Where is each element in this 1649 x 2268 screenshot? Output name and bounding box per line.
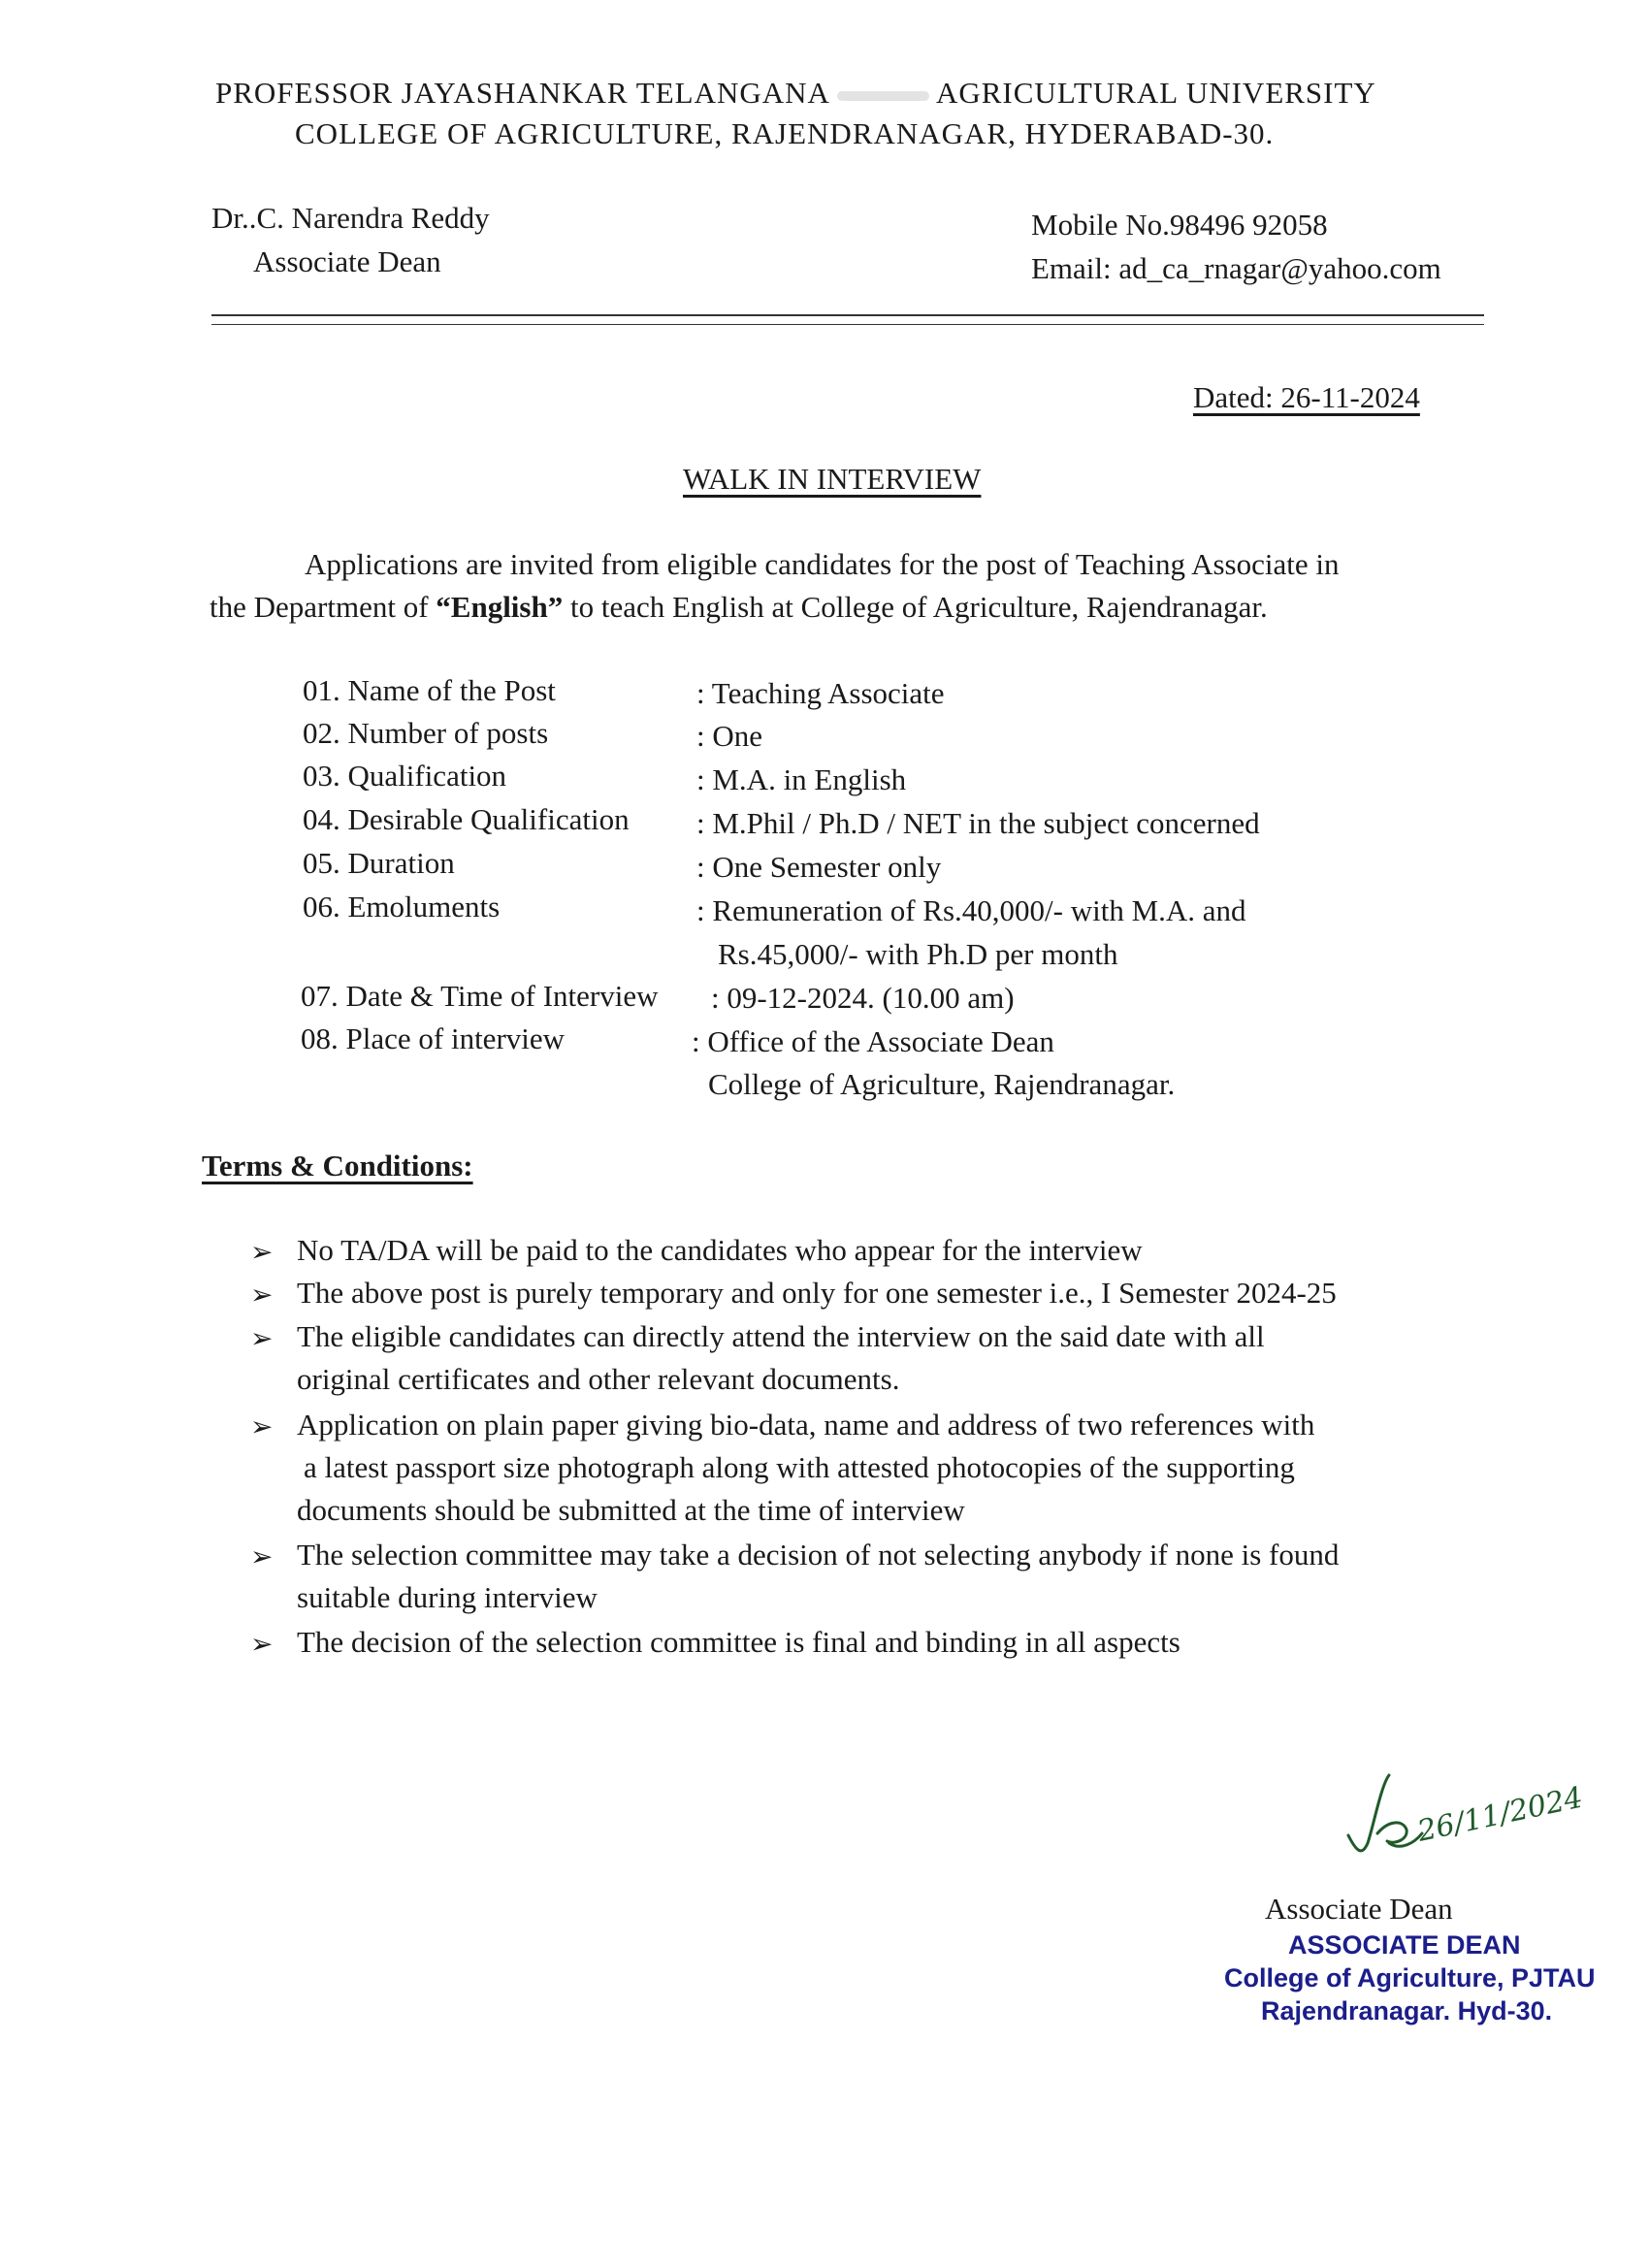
smudge-mark <box>837 91 929 101</box>
detail-value: : One Semester only <box>696 850 942 884</box>
college-name: COLLEGE OF AGRICULTURE, RAJENDRANAGAR, HYDERABAD-30. <box>295 116 1275 150</box>
handwritten-signature <box>1339 1775 1586 1872</box>
header-rule-top <box>211 314 1484 316</box>
term-item-text-continued: suitable during interview <box>297 1580 598 1614</box>
detail-value: : 09-12-2024. (10.00 am) <box>711 981 1015 1015</box>
term-item-text: The selection committee may take a decision of not selecting anybody if none is found <box>297 1538 1340 1571</box>
intro-line-2-post: to teach English at College of Agriculture, Rajendranagar. <box>563 590 1268 624</box>
arrow-bullet-icon: ➢ <box>250 1542 274 1572</box>
detail-label: 08. Place of interview <box>301 1021 566 1055</box>
signature-date: 26/11/2024 <box>1414 1780 1586 1849</box>
detail-value: : Teaching Associate <box>696 676 945 710</box>
detail-value: : Remuneration of Rs.40,000/- with M.A. and <box>696 893 1246 927</box>
detail-label: 07. Date & Time of Interview <box>301 979 659 1013</box>
university-name-part2: AGRICULTURAL UNIVERSITY <box>935 76 1376 110</box>
detail-value-continued: College of Agriculture, Rajendranagar. <box>708 1067 1176 1101</box>
detail-value: : M.A. in English <box>696 762 907 796</box>
term-item-text: The eligible candidates can directly attend the interview on the said date with all <box>297 1319 1265 1353</box>
detail-value: : One <box>696 719 763 753</box>
term-item-text-continued: a latest passport size photograph along with attested photocopies of the supporting <box>304 1450 1295 1484</box>
contact-mobile: Mobile No.98496 92058 <box>1031 208 1328 242</box>
intro-line-2 <box>210 590 1268 625</box>
detail-label: 02. Number of posts <box>303 716 549 750</box>
university-name-part1: PROFESSOR JAYASHANKAR TELANGANA <box>215 76 829 110</box>
header-rule-bottom <box>211 324 1484 325</box>
intro-line-2-pre: the Department of <box>210 590 436 624</box>
intro-line-1: Applications are invited from eligible candidates for the post of Teaching Associate in <box>305 547 1340 581</box>
detail-value-continued: Rs.45,000/- with Ph.D per month <box>718 937 1118 971</box>
detail-label: 05. Duration <box>303 846 455 880</box>
sender-name: Dr..C. Narendra Reddy <box>211 201 490 235</box>
detail-label: 06. Emoluments <box>303 890 501 923</box>
term-item-text-continued: original certificates and other relevant documents. <box>297 1362 900 1396</box>
detail-label: 01. Name of the Post <box>303 673 556 707</box>
sender-designation: Associate Dean <box>253 244 441 278</box>
contact-email: Email: ad_ca_rnagar@yahoo.com <box>1031 251 1441 285</box>
term-item-text: No TA/DA will be paid to the candidates who appear for the interview <box>297 1233 1143 1267</box>
arrow-bullet-icon: ➢ <box>250 1280 274 1311</box>
arrow-bullet-icon: ➢ <box>250 1238 274 1268</box>
term-item-text: Application on plain paper giving bio-data, name and address of two references with <box>297 1408 1315 1442</box>
dated: Dated: 26-11-2024 <box>1193 380 1420 414</box>
detail-value: : M.Phil / Ph.D / NET in the subject concerned <box>696 806 1260 840</box>
term-item-text-continued: documents should be submitted at the time of interview <box>297 1493 965 1527</box>
signatory-designation: Associate Dean <box>1265 1892 1453 1926</box>
term-item-text: The decision of the selection committee is final and binding in all aspects <box>297 1625 1180 1659</box>
term-item-text: The above post is purely temporary and only for one semester i.e., I Semester 2024-25 <box>297 1276 1337 1310</box>
stamp-line-3: Rajendranagar. Hyd-30. <box>1261 1996 1553 2025</box>
arrow-bullet-icon: ➢ <box>250 1324 274 1354</box>
terms-heading: Terms & Conditions: <box>202 1149 473 1183</box>
detail-label: 03. Qualification <box>303 759 507 793</box>
arrow-bullet-icon: ➢ <box>250 1412 274 1442</box>
detail-label: 04. Desirable Qualification <box>303 802 630 836</box>
stamp-line-2: College of Agriculture, PJTAU <box>1224 1963 1596 1993</box>
university-name <box>215 76 1376 111</box>
page-title: WALK IN INTERVIEW <box>683 462 982 496</box>
intro-subject: “English” <box>436 590 564 624</box>
stamp-line-1: ASSOCIATE DEAN <box>1288 1930 1521 1960</box>
arrow-bullet-icon: ➢ <box>250 1630 274 1660</box>
detail-value: : Office of the Associate Dean <box>692 1024 1054 1058</box>
